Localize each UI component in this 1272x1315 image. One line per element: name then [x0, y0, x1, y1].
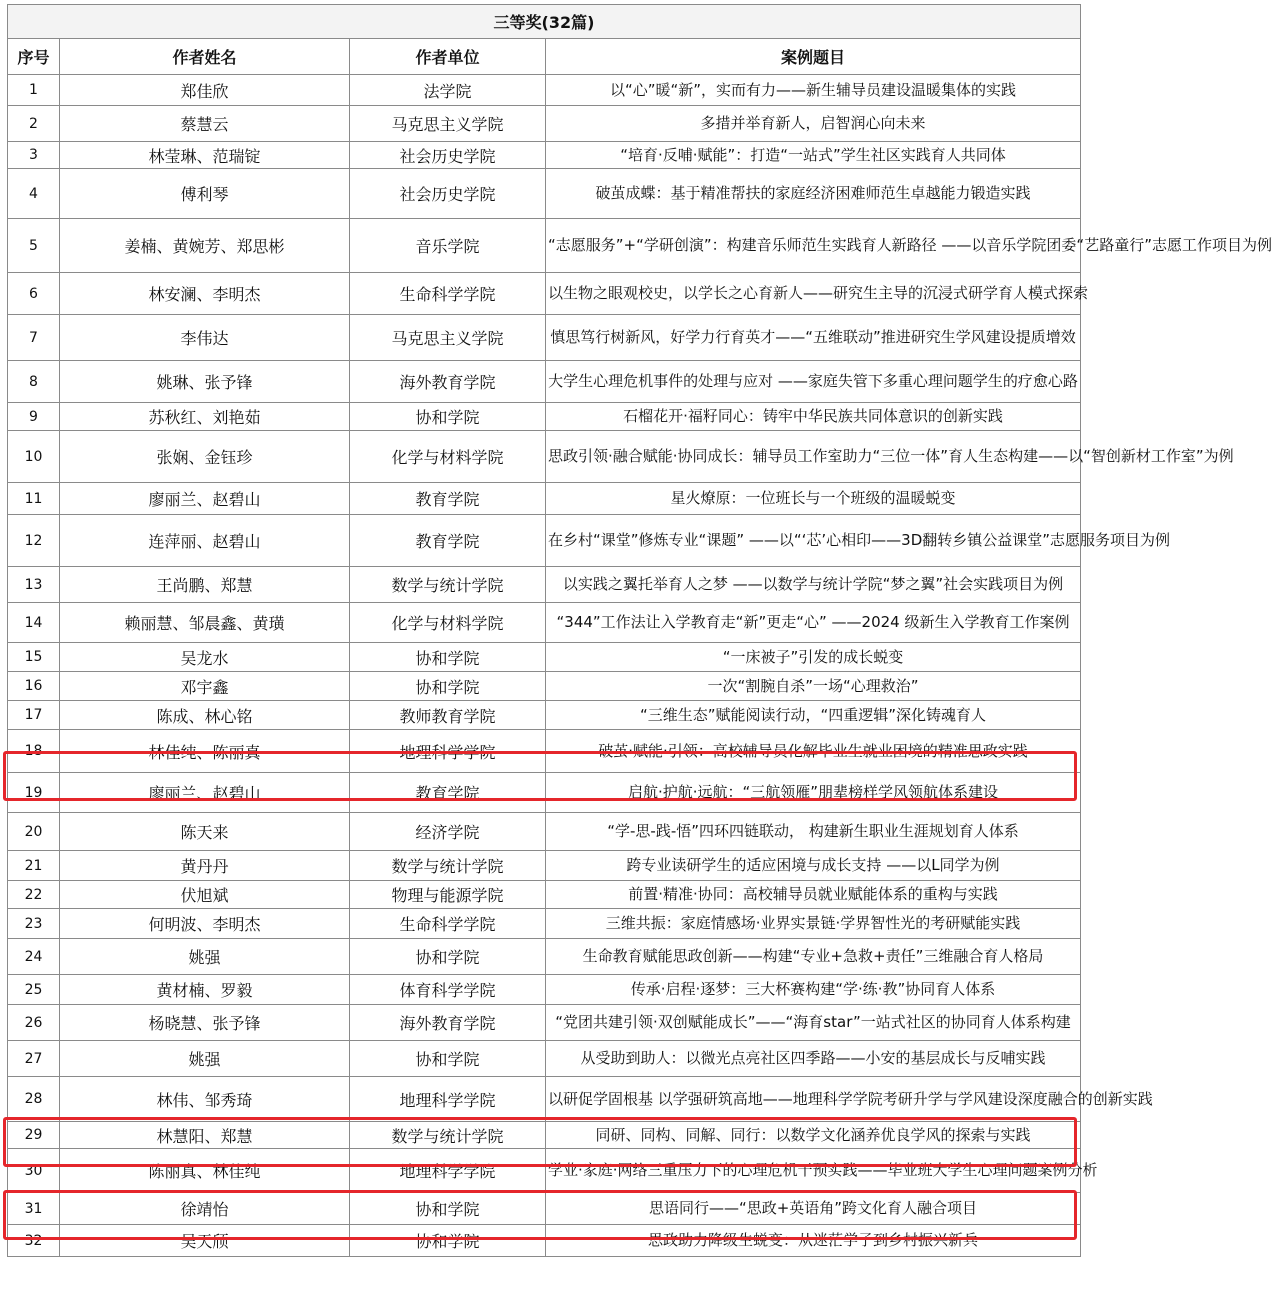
table-row	[8, 403, 1081, 431]
row-no: 26	[8, 1005, 60, 1041]
row-unit: 物理与能源学院	[350, 881, 546, 909]
table-row	[8, 1225, 1081, 1257]
row-title: 以研促学固根基 以学强研筑高地——地理科学学院考研升学与学风建设深度融合的创新实践	[546, 1077, 1081, 1122]
row-title: 思政助力降级生蜕变：从迷茫学子到乡村振兴新兵	[546, 1225, 1081, 1257]
row-no: 1	[8, 75, 60, 106]
table-row	[8, 361, 1081, 403]
row-author: 姚强	[60, 939, 350, 975]
row-no: 5	[8, 219, 60, 273]
row-author: 姚强	[60, 1041, 350, 1077]
table-row	[8, 813, 1081, 851]
table-row	[8, 1077, 1081, 1122]
row-title: 以生物之眼观校史，以学长之心育新人——研究生主导的沉浸式研学育人模式探索	[546, 273, 1081, 315]
row-title: 慎思笃行树新风，好学力行育英才——“五维联动”推进研究生学风建设提质增效	[546, 315, 1081, 361]
table-row	[8, 219, 1081, 273]
row-unit: 社会历史学院	[350, 142, 546, 169]
row-author: 黄材楠、罗毅	[60, 975, 350, 1005]
table-row	[8, 1041, 1081, 1077]
row-title: 石榴花开·福籽同心：铸牢中华民族共同体意识的创新实践	[546, 403, 1081, 431]
row-author: 林莹琳、范瑞锭	[60, 142, 350, 169]
row-author: 陈成、林心铭	[60, 701, 350, 730]
header-no: 序号	[8, 39, 60, 75]
row-author: 蔡慧云	[60, 106, 350, 142]
row-unit: 地理科学学院	[350, 1149, 546, 1193]
row-author: 连萍丽、赵碧山	[60, 515, 350, 567]
row-unit: 教师教育学院	[350, 701, 546, 730]
row-no: 17	[8, 701, 60, 730]
row-unit: 数学与统计学院	[350, 1122, 546, 1149]
row-no: 13	[8, 567, 60, 603]
row-title: 一次“割腕自杀”一场“心理救治”	[546, 672, 1081, 701]
row-no: 7	[8, 315, 60, 361]
row-title: “344”工作法让入学教育走“新”更走“心” ——2024 级新生入学教育工作案例	[546, 603, 1081, 643]
row-author: 陈丽真、林佳纯	[60, 1149, 350, 1193]
row-author: 伏旭斌	[60, 881, 350, 909]
header-row	[8, 39, 1081, 75]
table-row	[8, 939, 1081, 975]
row-title: “党团共建引领·双创赋能成长”——“海育star”一站式社区的协同育人体系构建	[546, 1005, 1081, 1041]
table-row	[8, 975, 1081, 1005]
row-unit: 教育学院	[350, 483, 546, 515]
row-author: 张娴、金钰珍	[60, 431, 350, 483]
row-title: 启航·护航·远航：“三航领雁”朋辈榜样学风领航体系建设	[546, 773, 1081, 813]
row-title: “学-思-践-悟”四环四链联动， 构建新生职业生涯规划育人体系	[546, 813, 1081, 851]
row-author: 林安澜、李明杰	[60, 273, 350, 315]
row-author: 林慧阳、郑慧	[60, 1122, 350, 1149]
row-no: 27	[8, 1041, 60, 1077]
row-title: 同研、同构、同解、同行：以数学文化涵养优良学风的探索与实践	[546, 1122, 1081, 1149]
row-unit: 协和学院	[350, 1041, 546, 1077]
table-row	[8, 142, 1081, 169]
row-no: 2	[8, 106, 60, 142]
row-no: 8	[8, 361, 60, 403]
row-no: 19	[8, 773, 60, 813]
row-no: 24	[8, 939, 60, 975]
row-no: 30	[8, 1149, 60, 1193]
row-title: 以“心”暖“新”，实而有力——新生辅导员建设温暖集体的实践	[546, 75, 1081, 106]
table-row	[8, 169, 1081, 219]
row-author: 傅利琴	[60, 169, 350, 219]
row-author: 吴龙水	[60, 643, 350, 672]
row-title: “一床被子”引发的成长蜕变	[546, 643, 1081, 672]
row-title: 多措并举育新人，启智润心向未来	[546, 106, 1081, 142]
header-title: 案例题目	[546, 39, 1081, 75]
row-title: 传承·启程·逐梦：三大杯赛构建“学·练·教”协同育人体系	[546, 975, 1081, 1005]
row-no: 31	[8, 1193, 60, 1225]
row-author: 姜楠、黄婉芳、郑思彬	[60, 219, 350, 273]
header-author: 作者姓名	[60, 39, 350, 75]
row-author: 郑佳欣	[60, 75, 350, 106]
row-unit: 法学院	[350, 75, 546, 106]
row-title: 破茧·赋能·引领：高校辅导员化解毕业生就业困境的精准思政实践	[546, 730, 1081, 773]
table-row	[8, 909, 1081, 939]
row-author: 徐靖怡	[60, 1193, 350, 1225]
row-title: 以实践之翼托举育人之梦 ——以数学与统计学院“梦之翼”社会实践项目为例	[546, 567, 1081, 603]
table-row	[8, 75, 1081, 106]
row-unit: 经济学院	[350, 813, 546, 851]
table-row	[8, 881, 1081, 909]
table-row	[8, 851, 1081, 881]
row-unit: 协和学院	[350, 672, 546, 701]
row-title: 在乡村“课堂”修炼专业“课题” ——以“‘芯’心相印——3D翻转乡镇公益课堂”志愿服务项目为例	[546, 515, 1081, 567]
row-unit: 马克思主义学院	[350, 315, 546, 361]
row-unit: 化学与材料学院	[350, 603, 546, 643]
row-unit: 协和学院	[350, 403, 546, 431]
row-unit: 数学与统计学院	[350, 567, 546, 603]
table-row	[8, 701, 1081, 730]
row-unit: 生命科学学院	[350, 273, 546, 315]
row-unit: 化学与材料学院	[350, 431, 546, 483]
table-row	[8, 773, 1081, 813]
table-row	[8, 1122, 1081, 1149]
row-no: 29	[8, 1122, 60, 1149]
row-no: 9	[8, 403, 60, 431]
row-author: 陈天来	[60, 813, 350, 851]
row-unit: 社会历史学院	[350, 169, 546, 219]
table-row	[8, 1193, 1081, 1225]
table-row	[8, 431, 1081, 483]
row-no: 15	[8, 643, 60, 672]
row-no: 23	[8, 909, 60, 939]
row-author: 苏秋红、刘艳茹	[60, 403, 350, 431]
row-title: “三维生态”赋能阅读行动，“四重逻辑”深化铸魂育人	[546, 701, 1081, 730]
table-row	[8, 567, 1081, 603]
row-unit: 地理科学学院	[350, 730, 546, 773]
row-unit: 数学与统计学院	[350, 851, 546, 881]
row-title: “志愿服务”+“学研创演”：构建音乐师范生实践育人新路径 ——以音乐学院团委“艺路童行”志愿工作项目为例	[546, 219, 1081, 273]
table-row	[8, 273, 1081, 315]
row-no: 3	[8, 142, 60, 169]
row-unit: 协和学院	[350, 939, 546, 975]
row-no: 11	[8, 483, 60, 515]
row-unit: 协和学院	[350, 1193, 546, 1225]
row-title: 跨专业读研学生的适应困境与成长支持 ——以L同学为例	[546, 851, 1081, 881]
header-unit: 作者单位	[350, 39, 546, 75]
table-row	[8, 1149, 1081, 1193]
row-author: 王尚鹏、郑慧	[60, 567, 350, 603]
row-no: 16	[8, 672, 60, 701]
row-no: 25	[8, 975, 60, 1005]
table-row	[8, 1005, 1081, 1041]
table-row	[8, 483, 1081, 515]
table-row	[8, 515, 1081, 567]
row-no: 18	[8, 730, 60, 773]
row-author: 姚琳、张予锋	[60, 361, 350, 403]
award-table	[7, 4, 1272, 1257]
row-title: 星火燎原：一位班长与一个班级的温暖蜕变	[546, 483, 1081, 515]
row-unit: 海外教育学院	[350, 1005, 546, 1041]
row-no: 20	[8, 813, 60, 851]
row-unit: 教育学院	[350, 515, 546, 567]
row-title: “培育·反哺·赋能”：打造“一站式”学生社区实践育人共同体	[546, 142, 1081, 169]
row-author: 邓宇鑫	[60, 672, 350, 701]
row-title: 思语同行——“思政+英语角”跨文化育人融合项目	[546, 1193, 1081, 1225]
row-no: 21	[8, 851, 60, 881]
row-author: 李伟达	[60, 315, 350, 361]
row-no: 22	[8, 881, 60, 909]
row-author: 廖丽兰、赵碧山	[60, 773, 350, 813]
row-author: 杨晓慧、张予锋	[60, 1005, 350, 1041]
row-title: 大学生心理危机事件的处理与应对 ——家庭失管下多重心理问题学生的疗愈心路	[546, 361, 1081, 403]
row-author: 何明波、李明杰	[60, 909, 350, 939]
row-unit: 体育科学学院	[350, 975, 546, 1005]
row-unit: 音乐学院	[350, 219, 546, 273]
row-no: 12	[8, 515, 60, 567]
row-author: 林伟、邹秀琦	[60, 1077, 350, 1122]
row-no: 32	[8, 1225, 60, 1257]
row-title: 三维共振：家庭情感场·业界实景链·学界智性光的考研赋能实践	[546, 909, 1081, 939]
row-unit: 地理科学学院	[350, 1077, 546, 1122]
table-row	[8, 730, 1081, 773]
row-title: 思政引领·融合赋能·协同成长：辅导员工作室助力“三位一体”育人生态构建——以“智创新材工作室”为例	[546, 431, 1081, 483]
row-unit: 教育学院	[350, 773, 546, 813]
row-author: 黄丹丹	[60, 851, 350, 881]
section-title: 三等奖(32篇)	[8, 5, 1081, 39]
table-row	[8, 603, 1081, 643]
table-row	[8, 672, 1081, 701]
row-unit: 协和学院	[350, 1225, 546, 1257]
table-row	[8, 643, 1081, 672]
row-no: 4	[8, 169, 60, 219]
row-title: 生命教育赋能思政创新——构建“专业+急救+责任”三维融合育人格局	[546, 939, 1081, 975]
row-title: 学业·家庭·网络三重压力下的心理危机干预实践——毕业班大学生心理问题案例分析	[546, 1149, 1081, 1193]
row-unit: 海外教育学院	[350, 361, 546, 403]
row-title: 前置·精准·协同：高校辅导员就业赋能体系的重构与实践	[546, 881, 1081, 909]
table-row	[8, 106, 1081, 142]
row-no: 28	[8, 1077, 60, 1122]
row-author: 廖丽兰、赵碧山	[60, 483, 350, 515]
row-title: 从受助到助人：以微光点亮社区四季路——小安的基层成长与反哺实践	[546, 1041, 1081, 1077]
row-author: 林佳纯、陈丽真	[60, 730, 350, 773]
row-author: 吴天颀	[60, 1225, 350, 1257]
row-no: 6	[8, 273, 60, 315]
row-title: 破茧成蝶：基于精准帮扶的家庭经济困难师范生卓越能力锻造实践	[546, 169, 1081, 219]
row-unit: 协和学院	[350, 643, 546, 672]
row-no: 10	[8, 431, 60, 483]
row-author: 赖丽慧、邹晨鑫、黄璜	[60, 603, 350, 643]
row-no: 14	[8, 603, 60, 643]
table-row	[8, 315, 1081, 361]
row-unit: 生命科学学院	[350, 909, 546, 939]
row-unit: 马克思主义学院	[350, 106, 546, 142]
